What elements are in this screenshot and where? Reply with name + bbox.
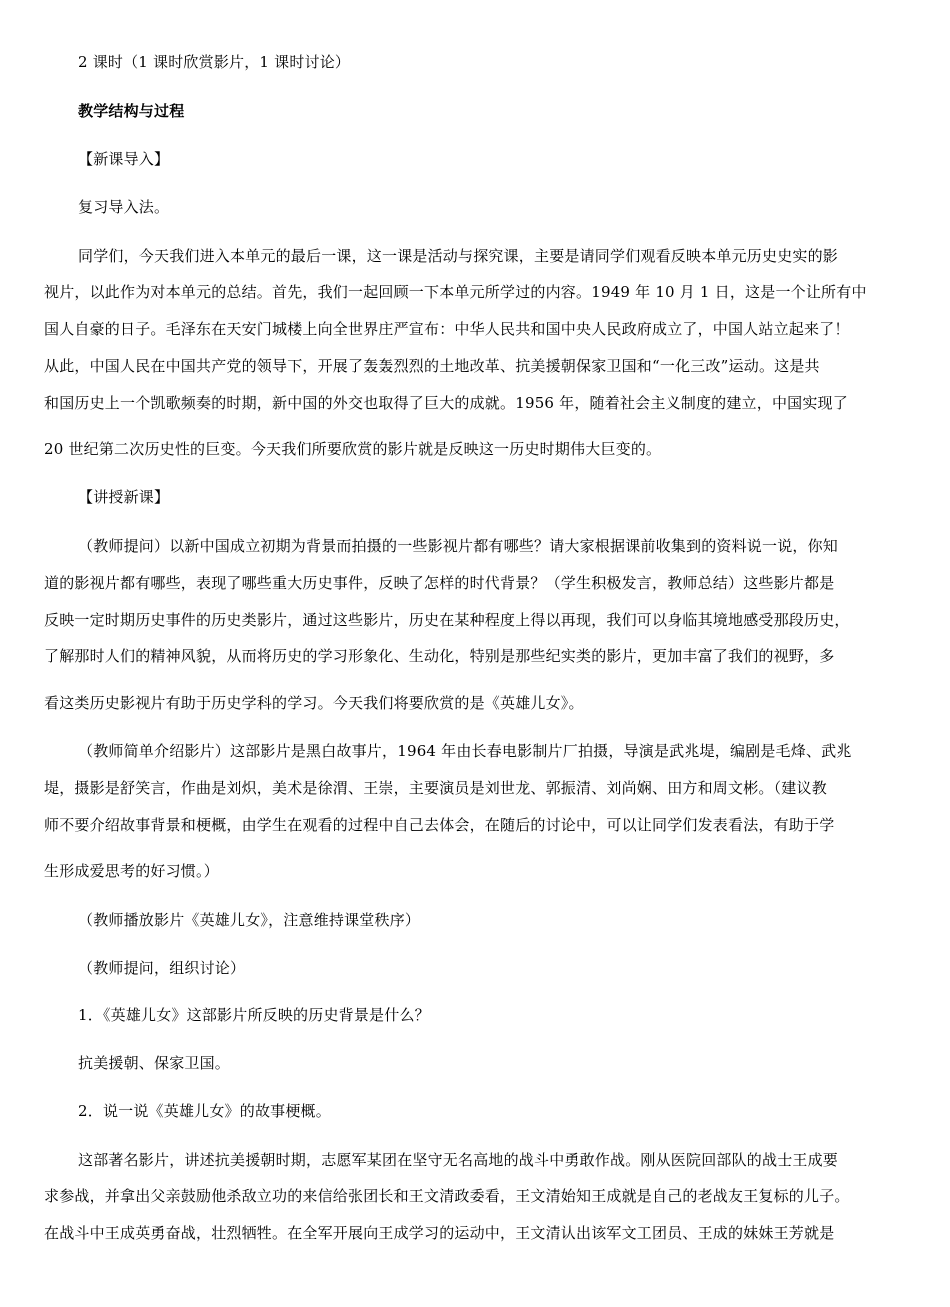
heading-teach-new-lesson: 【讲授新课】 (78, 488, 170, 506)
paragraph-line: 和国历史上一个凯歌频奏的时期，新中国的外交也取得了巨大的成就。1956 年，随着社会主义制度的建立，中国实现了 (44, 394, 848, 412)
paragraph-line: 在战斗中王成英勇奋战，壮烈牺牲。在全军开展向王成学习的运动中，王文清认出该军文工团员、王成的妹妹王芳就是 (44, 1224, 835, 1242)
answer-1: 抗美援朝、保家卫国。 (78, 1054, 231, 1072)
question-2: 2．说一说《英雄儿女》的故事梗概。 (78, 1102, 331, 1120)
paragraph-line: 道的影视片都有哪些，表现了哪些重大历史事件，反映了怎样的时代背景？（学生积极发言，教师总结）这些影片都是 (44, 574, 835, 592)
paragraph-line: 求参战，并拿出父亲鼓励他杀敌立功的来信给张团长和王文清政委看，王文清始知王成就是自己的老战友王复标的儿子。 (44, 1187, 850, 1205)
paragraph-line: 同学们，今天我们进入本单元的最后一课，这一课是活动与探究课，主要是请同学们观看反映本单元历史史实的影 (78, 247, 839, 265)
paragraph-line: 从此，中国人民在中国共产党的领导下，开展了轰轰烈烈的土地改革、抗美援朝保家卫国和“一化三改”运动。这是共 (44, 357, 820, 375)
paragraph-line: 堤，摄影是舒笑言，作曲是刘炽，美术是徐渭、王崇，主要演员是刘世龙、郭振清、刘尚娴、田方和周文彬。（建议教 (44, 779, 827, 797)
question-1: 1．《英雄儿女》这部影片所反映的历史背景是什么？ (78, 1006, 430, 1024)
paragraph-line: 了解那时人们的精神风貌，从而将历史的学习形象化、生动化，特别是那些纪实类的影片，更加丰富了我们的视野，多 (44, 647, 835, 665)
heading-new-lesson-intro: 【新课导入】 (78, 150, 170, 168)
paragraph-line: （教师简单介绍影片）这部影片是黑白故事片，1964 年由长春电影制片厂拍摄，导演是武兆堤，编剧是毛烽、武兆 (78, 742, 852, 760)
paragraph-line: 这部著名影片，讲述抗美援朝时期，志愿军某团在坚守无名高地的战斗中勇敢作战。刚从医院回部队的战士王成要 (78, 1151, 839, 1169)
paragraph-line: 视片，以此作为对本单元的总结。首先，我们一起回顾一下本单元所学过的内容。1949 年 10 月 1 日，这是一个让所有中 (44, 283, 867, 301)
paragraph-line: （教师播放影片《英雄儿女》，注意维持课堂秩序） (78, 911, 421, 929)
paragraph-line: 师不要介绍故事背景和梗概，由学生在观看的过程中自己去体会，在随后的讨论中，可以让同学们发表看法，有助于学 (44, 816, 835, 834)
paragraph-line: 复习导入法。 (78, 198, 170, 216)
paragraph-line: 生形成爱思考的好习惯。） (44, 862, 219, 880)
paragraph-line: （教师提问，组织讨论） (78, 959, 246, 977)
paragraph-line: 看这类历史影视片有助于历史学科的学习。今天我们将要欣赏的是《英雄儿女》。 (44, 694, 584, 712)
section-heading-teaching-structure: 教学结构与过程 (78, 102, 185, 120)
paragraph-line: 反映一定时期历史事件的历史类影片，通过这些影片，历史在某种程度上得以再现，我们可以身临其境地感受那段历史， (44, 611, 850, 629)
paragraph-line: （教师提问）以新中国成立初期为背景而拍摄的一些影视片都有哪些？请大家根据课前收集到的资料说一说，你知 (78, 537, 839, 555)
paragraph-line: 20 世纪第二次历史性的巨变。今天我们所要欣赏的影片就是反映这一历史时期伟大巨变的。 (44, 440, 662, 458)
paragraph-line: 国人自豪的日子。毛泽东在天安门城楼上向全世界庄严宣布：中华人民共和国中央人民政府成立了，中国人站立起来了！ (44, 320, 850, 338)
class-hours-line: 2 课时（1 课时欣赏影片，1 课时讨论） (78, 53, 351, 71)
